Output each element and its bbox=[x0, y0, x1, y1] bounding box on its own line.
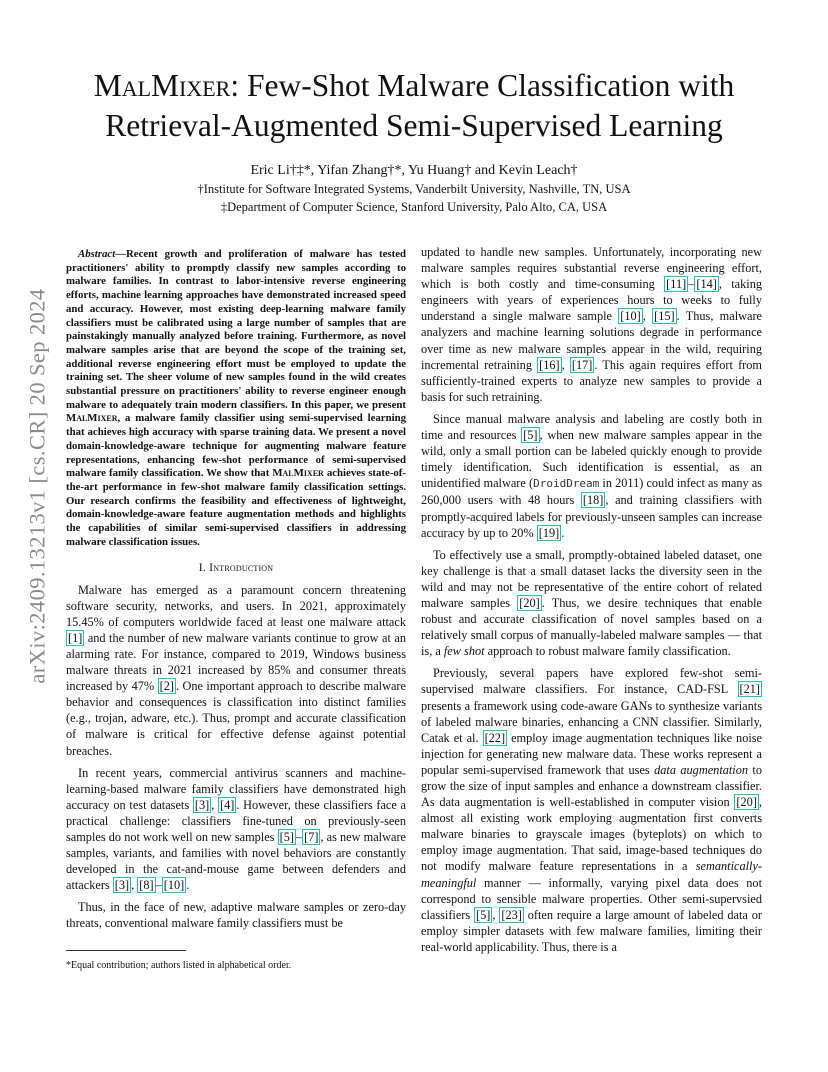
text-run: . One important approach to describe malware behavior and consequences is classification into distinct families (e.g., trojan, adware, etc.). Thus, prompt and accurate classification of malware is critical for effective defense against potential breaches. bbox=[66, 679, 406, 758]
citation-link[interactable]: [5] bbox=[476, 907, 491, 922]
intro-paragraph-5 bbox=[421, 547, 762, 660]
abstract bbox=[66, 248, 406, 549]
text-run: . However, these classifiers face a practical challenge: classifiers fine-tuned on previously-seen samples do not work well on new samples bbox=[66, 797, 406, 844]
text-run: , bbox=[561, 357, 570, 372]
text-run: to grow the size of input samples and enhance a downstream classifier. As data augmentation is well-established in computer vision bbox=[421, 762, 762, 810]
citation-link[interactable]: [15] bbox=[654, 309, 675, 324]
text-run: , when new malware samples appear in the wild, only a small portion can be labeled quickly enough to provide timely identification. Such identification is essential, as an unidentified malware ( bbox=[421, 428, 762, 491]
text-run: . bbox=[561, 525, 565, 540]
citation-link[interactable]: [22] bbox=[484, 730, 506, 745]
system-name: MalMixer bbox=[93, 68, 231, 103]
citation-link[interactable]: [2] bbox=[159, 679, 174, 694]
text-run: often require a large amount of labeled data or employ simpler datasets with few malware families, limiting their real-world applicability. Thus, there is a bbox=[421, 907, 762, 954]
text-run: Previously, several papers have explored few-shot semi-supervised malware classifiers. For instance, CAD-FSL bbox=[421, 666, 762, 697]
system-name-ref-1: MalMixer bbox=[66, 412, 118, 425]
abstract-text-1: —Recent growth and proliferation of malware has tested practitioners' ability to promptly classify new samples according to malware families. In contrast to labor-intensive reverse engineering efforts, machine learning approaches have demonstrated increased speed and accuracy. However, most existing deep-learning malware family classifiers must be calibrated using a large number of samples that are painstakingly manually analyzed before training. Furthermore, as novel malware samples arise that are beyond the scope of the training set, additional reverse engineering effort must be employed to update the training set. The sheer volume of new samples found in the wild creates substantial pressure on practitioners' ability to reverse engineer enough malware to adequately train modern classifiers. In this paper, we present bbox=[66, 248, 406, 411]
text-run: . bbox=[186, 878, 190, 893]
text-run: . This again requires effort from sufficiently-trained experts to analyze new samples to provide a basis for such retraining. bbox=[421, 357, 762, 404]
citation-link[interactable]: [4] bbox=[219, 797, 235, 812]
text-run: , and training classifiers with promptly-acquired labels for previously-unseen samples can increase accuracy by up to 20% bbox=[421, 493, 763, 540]
abstract-text-3: achieves state-of-the-art performance in few-shot malware family classification settings. Our research confirms the feasibility and effectiveness of lightweight, domain-knowledge-aware feature augmentation methods and highlights the capabilities of similar semi-supervised classifiers in addressing malware classification issues. bbox=[66, 467, 407, 548]
text-run: , almost all existing work employing augmentation first converts malware binaries to grayscale images (byteplots) on which to employ image augmentation. That said, image-based techniques do not modify malware feature representations in a bbox=[421, 795, 762, 874]
citation-link[interactable]: [20] bbox=[736, 795, 757, 810]
citation-link[interactable]: [11] bbox=[666, 277, 687, 292]
section-heading-introduction bbox=[66, 559, 406, 575]
citation-link[interactable]: [18] bbox=[582, 493, 604, 508]
emphasis: data augmentation bbox=[654, 762, 749, 777]
section-number: I. bbox=[198, 560, 210, 575]
intro-paragraph-3-continued bbox=[421, 244, 762, 405]
text-run: in 2011) could infect as many as 260,000 users with 48 hours bbox=[421, 476, 763, 508]
text-run: , as new malware samples, variants, and families with novel behaviors are constantly developed in the cat-and-mouse game between defenders and attackers bbox=[66, 829, 406, 893]
right-column bbox=[421, 244, 762, 955]
text-run: , bbox=[492, 907, 500, 922]
text-run: . Thus, we desire techniques that enable robust and accurate classification of novel samples based on a relatively small corpus of manually-labeled malware samples — that is, a bbox=[421, 595, 762, 659]
intro-paragraph-2 bbox=[66, 765, 406, 894]
footnote: *Equal contribution; authors listed in alphabetical order. bbox=[66, 960, 292, 971]
text-run: – bbox=[295, 829, 303, 844]
citation-link[interactable]: [16] bbox=[539, 357, 560, 372]
arxiv-identifier bbox=[24, 286, 52, 686]
section-title: Introduction bbox=[209, 560, 274, 575]
text-run: , bbox=[211, 797, 218, 812]
intro-paragraph-4 bbox=[421, 411, 762, 541]
citation-link[interactable]: [3] bbox=[114, 878, 130, 893]
text-run: Since manual malware analysis and labeling are costly both in time and resources bbox=[421, 411, 762, 443]
author-list: Eric Li†‡*, Yifan Zhang†*, Yu Huang† and Kevin Leach† bbox=[250, 163, 578, 178]
citation-link[interactable]: [19] bbox=[538, 525, 560, 540]
left-column bbox=[66, 244, 406, 932]
citation-link[interactable]: [14] bbox=[696, 277, 717, 292]
citation-link[interactable]: [5] bbox=[523, 428, 538, 443]
text-run: manner — informally, varying pixel data does not correspond to sensible malware properties. Other semi-supervsied classifiers bbox=[421, 875, 762, 922]
affiliation-2: ‡Department of Computer Science, Stanford University, Palo Alto, CA, USA bbox=[220, 200, 608, 214]
citation-link[interactable]: [7] bbox=[304, 829, 319, 844]
intro-paragraph-1 bbox=[66, 582, 406, 759]
text-run: Malware has emerged as a paramount concern threatening software security, networks, and users. In 2021, approximately 15.45% of computers worldwide faced at least one malware attack bbox=[66, 582, 406, 629]
citation-link[interactable]: [10] bbox=[163, 878, 185, 893]
text-run: presents a framework using code-aware GANs to synthesize variants of labeled malware binaries, enhancing a CNN classifier. Similarly, Catak et al. bbox=[421, 698, 762, 745]
citation-link[interactable]: [5] bbox=[279, 829, 294, 844]
text-run: employ image augmentation techniques like noise injection for generating new malware data. These works represent a popular semi-supervised framework that uses bbox=[421, 730, 762, 777]
citation-link[interactable]: [10] bbox=[620, 309, 641, 324]
citation-link[interactable]: [23] bbox=[501, 907, 522, 922]
text-run: In recent years, commercial antivirus scanners and machine-learning-based malware family classifiers have demonstrated high accuracy on test datasets bbox=[66, 765, 406, 812]
text-run: , bbox=[642, 309, 653, 324]
text-run: and the number of new malware variants continue to grow at an alarming rate. For instance, compared to 2019, Windows business malware threats in 2021 increased by 85% and consumer threats increased by 47% bbox=[66, 630, 406, 694]
abstract-label: Abstract bbox=[78, 248, 116, 260]
title-line2: Retrieval-Augmented Semi-Supervised Learning bbox=[105, 108, 723, 143]
text-run: , bbox=[131, 878, 138, 893]
text-run: To effectively use a small, promptly-obtained labeled dataset, one key challenge is that a small dataset lacks the diversity seen in the wild and may not be representative of the entire cohort of related malware samples bbox=[421, 547, 762, 610]
emphasis: semantically-meaningful bbox=[421, 859, 762, 890]
system-name-ref-2: MalMixer bbox=[272, 467, 324, 480]
arxiv-id-text: arXiv:2409.13213v1 [cs.CR] 20 Sep 2024 bbox=[25, 288, 50, 684]
affiliation-1: †Institute for Software Integrated Systems, Vanderbilt University, Nashville, TN, USA bbox=[197, 182, 631, 196]
citation-link[interactable]: [3] bbox=[194, 797, 210, 812]
text-run: approach to robust malware family classification. bbox=[484, 644, 731, 659]
citation-link[interactable]: [20] bbox=[519, 595, 540, 610]
citation-link[interactable]: [1] bbox=[68, 630, 83, 645]
paper-title bbox=[60, 66, 768, 146]
emphasis: few shot bbox=[443, 644, 485, 659]
text-run: . Thus, malware analyzers and machine learning solutions degrade in performance over time as new malware samples appear in the wild, requiring incremental retraining bbox=[421, 309, 763, 372]
citation-link[interactable]: [8] bbox=[139, 878, 154, 893]
text-run: updated to handle new samples. Unfortunately, incorporating new malware samples requires substantial reverse engineering effort, which is both costly and time-consuming bbox=[421, 245, 762, 292]
footnote-divider bbox=[66, 950, 186, 951]
code-term: DroidDream bbox=[533, 477, 600, 491]
title-line1-rest: : Few-Shot Malware Classification with bbox=[230, 68, 735, 103]
text-run: , taking engineers with years of experiences hours to weeks to fully understand a single malware sample bbox=[421, 277, 763, 324]
text-run: – bbox=[688, 277, 695, 292]
citation-link[interactable]: [21] bbox=[739, 682, 760, 697]
intro-paragraph-6 bbox=[421, 665, 762, 955]
citation-link[interactable]: [17] bbox=[571, 357, 593, 372]
text-run: – bbox=[155, 878, 162, 893]
abstract-text-2: , a malware family classifier using semi-supervised learning that achieves high accuracy with sparse training data. We present a novel domain-knowledge-aware technique for augmenting malware feature representations, enhancing few-shot performance of semi-supervised malware family classification. We show that bbox=[66, 412, 406, 480]
intro-paragraph-3: Thus, in the face of new, adaptive malware samples or zero-day threats, conventional malware family classifiers must be bbox=[66, 900, 406, 931]
